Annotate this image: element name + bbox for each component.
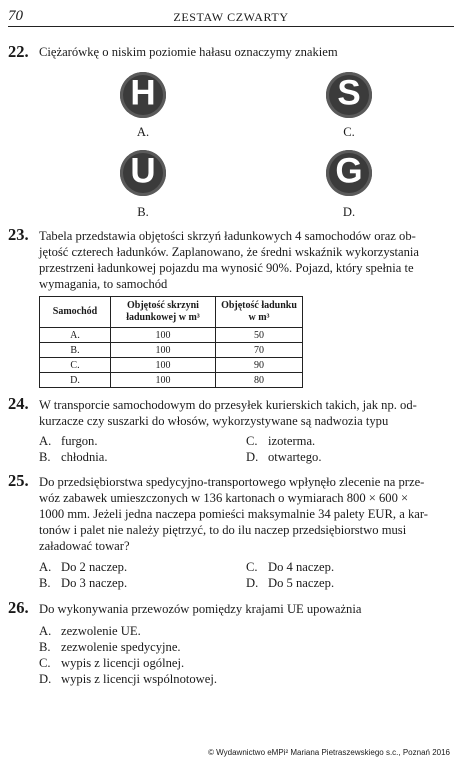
question-23-line: Tabela przedstawia objętości skrzyń ładunkowych 4 samochodów oraz ob- — [39, 229, 416, 243]
question-26-text: Do wykonywania przewozów pomiędzy krajami UE upoważnia — [39, 602, 362, 616]
cargo-volume-table — [39, 296, 303, 388]
question-25-line: tonów i palet nie należy piętrzyć, to do ilu naczep przedsiębiorstwo musi — [39, 523, 407, 537]
column-header: Samochód — [40, 297, 111, 328]
copyright-footer: © Wydawnictwo eMPi² Mariana Pietraszewskiego s.c., Poznań 2016 — [208, 748, 450, 757]
question-24-number: 24. — [8, 394, 29, 413]
question-23-line: przestrzeni ładunkowej pojazdu ma wynosić 90%. Pojazd, który spełnia te — [39, 261, 414, 275]
sign-letter: G — [335, 151, 363, 191]
option-text: zezwolenie UE. — [61, 624, 141, 638]
question-24-line: kurzacze czy suszarki do włosów, wykorzystywane są nadwozia typu — [39, 414, 389, 428]
table-cell: D. — [40, 373, 111, 388]
sign-label: A. — [136, 125, 150, 139]
option-text: Do 3 naczep. — [61, 576, 128, 590]
sign-g-icon — [326, 150, 372, 196]
answer-option[interactable] — [39, 623, 141, 639]
table-cell: 80 — [216, 373, 303, 388]
option-text: wypis z licencji ogólnej. — [61, 656, 185, 670]
page-header — [8, 6, 454, 27]
sign-h-icon — [120, 72, 166, 118]
option-text: Do 2 naczep. — [61, 560, 128, 574]
option-letter: C. — [246, 434, 258, 448]
answer-option[interactable] — [39, 575, 127, 591]
option-letter: B. — [39, 576, 51, 590]
option-letter: D. — [246, 576, 259, 590]
question-25-line: załadować towar? — [39, 539, 130, 553]
column-header: Objętość skrzyni ładunkowej w m³ — [111, 297, 216, 328]
option-letter: B. — [39, 640, 51, 654]
question-26-number: 26. — [8, 598, 29, 617]
sign-label: C. — [343, 125, 355, 139]
answer-option[interactable] — [39, 639, 181, 655]
question-25-number: 25. — [8, 471, 29, 490]
sign-letter: H — [130, 73, 156, 113]
option-text: zezwolenie spedycyjne. — [61, 640, 181, 654]
question-25-line: wóz zabawek umieszczonych w 136 kartonach o wymiarach 800 × 600 × — [39, 491, 409, 505]
question-23-line: jętość czterech ładunków. Zaplanowano, że średni wskaźnik wykorzystania — [39, 245, 420, 259]
option-letter: A. — [39, 434, 52, 448]
option-letter: B. — [39, 450, 51, 464]
question-22-text: Ciężarówkę o niskim poziomie hałasu oznaczymy znakiem — [39, 45, 338, 59]
answer-option[interactable] — [39, 671, 217, 687]
option-text: Do 4 naczep. — [268, 560, 335, 574]
option-letter: C. — [246, 560, 258, 574]
table-header-row — [40, 297, 303, 328]
table-cell: C. — [40, 358, 111, 373]
question-24-line: W transporcie samochodowym do przesyłek kurierskich takich, jak np. od- — [39, 398, 417, 412]
table-cell: 100 — [111, 373, 216, 388]
page-number: 70 — [8, 8, 23, 24]
question-25-line: Do przedsiębiorstwa spedycyjno-transportowego wpłynęło zlecenie na prze- — [39, 475, 425, 489]
table-cell: 90 — [216, 358, 303, 373]
table-row — [40, 358, 303, 373]
answer-option[interactable] — [39, 559, 127, 575]
answer-option[interactable] — [39, 433, 98, 449]
option-text: furgon. — [61, 434, 98, 448]
sign-letter: S — [337, 73, 361, 113]
table-cell: 50 — [216, 328, 303, 343]
table-cell: 100 — [111, 328, 216, 343]
answer-option[interactable] — [246, 449, 322, 465]
sign-s-icon — [326, 72, 372, 118]
table-cell: A. — [40, 328, 111, 343]
option-letter: A. — [39, 560, 52, 574]
option-letter: D. — [39, 672, 52, 686]
question-23-number: 23. — [8, 225, 29, 244]
option-letter: D. — [246, 450, 259, 464]
answer-option[interactable] — [246, 575, 334, 591]
table-row — [40, 328, 303, 343]
table-cell: B. — [40, 343, 111, 358]
question-22-number: 22. — [8, 42, 29, 61]
answer-option[interactable] — [39, 449, 108, 465]
sign-letter: U — [130, 151, 156, 191]
answer-option[interactable] — [246, 433, 315, 449]
table-row — [40, 343, 303, 358]
table-cell: 70 — [216, 343, 303, 358]
option-text: izoterma. — [268, 434, 316, 448]
option-text: Do 5 naczep. — [268, 576, 335, 590]
table-cell: 100 — [111, 358, 216, 373]
option-letter: C. — [39, 656, 51, 670]
sign-label: B. — [137, 205, 149, 219]
option-letter: A. — [39, 624, 52, 638]
column-header: Objętość ładunku w m³ — [216, 297, 303, 328]
option-text: wypis z licencji wspólnotowej. — [61, 672, 217, 686]
header-title: ZESTAW CZWARTY — [173, 10, 289, 24]
option-text: otwartego. — [268, 450, 322, 464]
answer-option[interactable] — [246, 559, 334, 575]
table-row — [40, 373, 303, 388]
option-text: chłodnia. — [61, 450, 108, 464]
question-23-line: wymagania, to samochód — [39, 277, 168, 291]
answer-option[interactable] — [39, 655, 184, 671]
sign-label: D. — [342, 205, 356, 219]
table-cell: 100 — [111, 343, 216, 358]
question-25-line: 1000 mm. Jeżeli jedna naczepa pomieści maksymalnie 34 palety EUR, a kar- — [39, 507, 428, 521]
sign-u-icon — [120, 150, 166, 196]
